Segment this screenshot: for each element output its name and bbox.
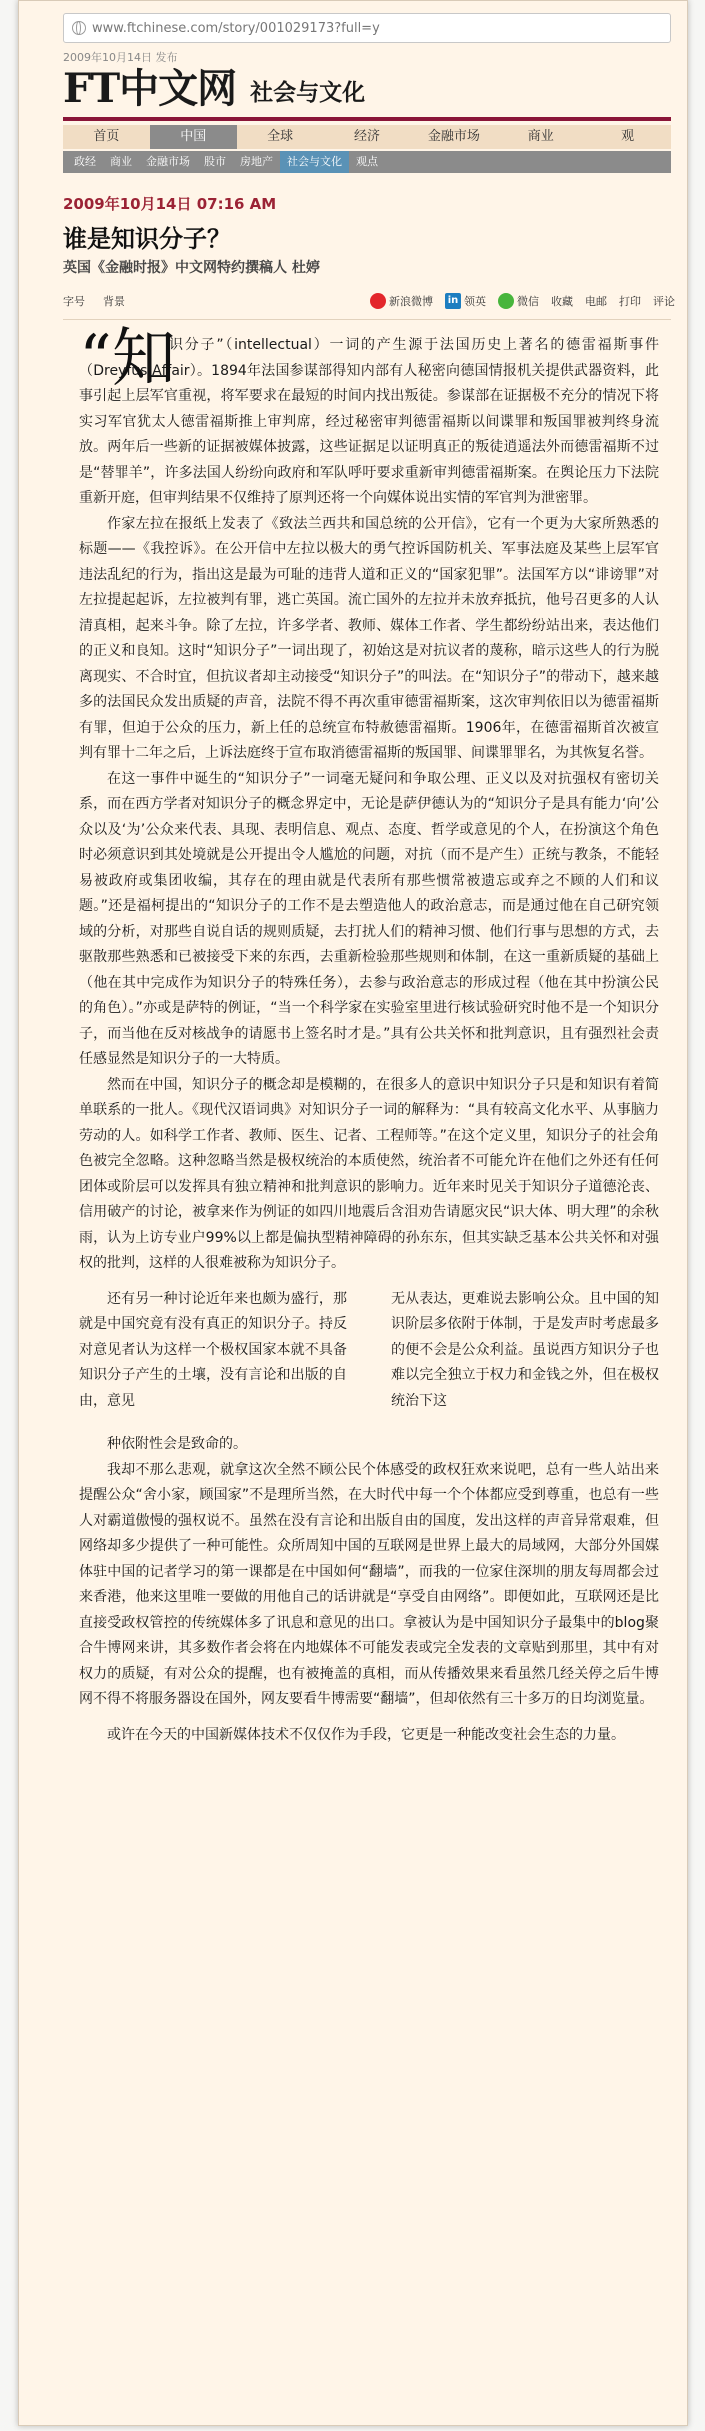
primary-nav bbox=[63, 125, 671, 149]
nav-item-home[interactable]: 首页 bbox=[93, 129, 120, 144]
publish-date: 2009年10月14日 发布 bbox=[63, 51, 178, 64]
weibo-icon bbox=[370, 293, 386, 309]
subnav-item-stocks[interactable]: 股市 bbox=[204, 155, 226, 168]
nav-item-economy[interactable]: 经济 bbox=[354, 129, 381, 144]
address-bar[interactable] bbox=[63, 13, 671, 43]
nav-item-china[interactable]: 中国 bbox=[150, 125, 237, 149]
article-toolbar bbox=[63, 289, 675, 313]
subnav-item-opinion[interactable]: 观点 bbox=[356, 155, 378, 168]
subnav-item-politics[interactable]: 政经 bbox=[74, 155, 96, 168]
comment-button[interactable]: 评论 bbox=[653, 295, 675, 308]
toolbar-divider bbox=[63, 319, 671, 320]
drop-cap: “知 bbox=[79, 322, 176, 396]
nav-item-global[interactable]: 全球 bbox=[267, 129, 294, 144]
section-title: 社会与文化 bbox=[250, 80, 366, 106]
url-text[interactable]: www.ftchinese.com/story/001029173?full=y bbox=[92, 20, 380, 36]
share-linkedin-label: 领英 bbox=[464, 295, 486, 308]
article-date: 2009年10月14日 07:16 AM bbox=[63, 195, 277, 213]
article-byline: 英国《金融时报》中文网特约撰稿人 杜婷 bbox=[63, 260, 320, 276]
share-wechat-button[interactable] bbox=[498, 293, 539, 309]
article-body bbox=[79, 321, 659, 1748]
globe-icon bbox=[72, 21, 86, 35]
nav-item-markets[interactable]: 金融市场 bbox=[427, 129, 480, 144]
logo-text: FT中文网 bbox=[63, 65, 237, 112]
linkedin-icon: in bbox=[445, 293, 461, 309]
site-logo[interactable] bbox=[63, 63, 365, 111]
background-button[interactable]: 背景 bbox=[103, 295, 125, 308]
page-frame bbox=[18, 0, 688, 2426]
subnav-item-business[interactable]: 商业 bbox=[110, 155, 132, 168]
share-weibo-button[interactable] bbox=[370, 293, 433, 309]
article-title: 谁是知识分子？ bbox=[63, 225, 231, 253]
wechat-icon bbox=[498, 293, 514, 309]
header-rule bbox=[63, 117, 671, 121]
paragraph-2: 作家左拉在报纸上发表了《致法兰西共和国总统的公开信》，它有一个更为大家所熟悉的标题——《我控诉》。在公开信中左拉以极大的勇气控诉国防机关、军事法庭及某些上层军官违法乱纪的行为，指出这是最为可耻的违背人道和正义的“国家犯罪”。法国军方以“诽谤罪”对左拉提起起诉，左拉被判有罪，逃亡英国。流亡国外的左拉并未放弃抵抗，他号召更多的人认清真相，起来斗争。除了左拉，许多学者、教师、媒体工作者、学生都纷纷站出来，表达他们的正义和良知。这时“知识分子”一词出现了，初始这是对抗议者的蔑称，暗示这些人的行为脱离现实、不合时宜，但抗议者却主动接受“知识分子”的叫法。在“知识分子”的带动下，越来越多的法国民众发出质疑的声音，法院不得不再次重审德雷福斯案，这次审判依旧以为德雷福斯有罪，但迫于公众的压力，新上任的总统宣布特赦德雷福斯。1906年，在德雷福斯首次被宣判有罪十二年之后，上诉法庭终于宣布取消德雷福斯的叛国罪、间谍罪罪名，为其恢复名誉。 bbox=[79, 515, 659, 761]
subnav-item-realestate[interactable]: 房地产 bbox=[240, 155, 273, 168]
collect-button[interactable]: 收藏 bbox=[551, 295, 573, 308]
nav-item-business[interactable]: 商业 bbox=[527, 129, 554, 144]
font-size-button[interactable]: 字号 bbox=[63, 295, 85, 308]
share-weibo-label: 新浪微博 bbox=[389, 295, 433, 308]
paragraph-4: 然而在中国，知识分子的概念却是模糊的，在很多人的意识中知识分子只是和知识有着简单联系的一批人。《现代汉语词典》对知识分子一词的解释为：“具有较高文化水平、从事脑力劳动的人。如科学工作者、教师、医生、记者、工程师等。”在这个定义里，知识分子的社会角色被完全忽略。这种忽略当然是极权统治的本质使然，统治者不可能允许在他们之外还有任何团体或阶层可以发挥具有独立精神和批判意识的影响力。近年来时见关于知识分子道德沦丧、信用破产的讨论，被拿来作为例证的如四川地震后含泪劝告请愿灾民“识大体、明大理”的余秋雨，认为上访专业户99%以上都是偏执型精神障碍的孙东东，但其实缺乏基本公共关怀和对强权的批判，这样的人很难被称为知识分子。 bbox=[79, 1076, 659, 1271]
paragraph-5-continued: 种依附性会是致命的。 bbox=[107, 1436, 247, 1452]
paragraph-6: 我却不那么悲观，就拿这次全然不顾公民个体感受的政权狂欢来说吧，总有一些人站出来提醒公众“舍小家，顾国家”不是理所当然，在大时代中每一个个体都应受到尊重，也总有一些人对霸道傲慢的强权说不。虽然在没有言论和出版自由的国度，发出这样的声音异常艰难，但网络却多少提供了一种可能性。众所周知中国的互联网是世界上最大的局域网，大部分外国媒体驻中国的记者学习的第一课都是在中国如何“翻墙”，而我的一位家住深圳的朋友每周都会过来香港，他来这里唯一要做的用他自己的话讲就是“享受自由网络”。即便如此，互联网还是比直接受政权管控的传统媒体多了讯息和意见的出口。拿被认为是中国知识分子最集中的blog聚合牛博网来讲，其多数作者会将在内地媒体不可能发表或完全发表的文章贴到那里，其中有对权力的质疑，有对公众的提醒，也有被掩盖的真相，而从传播效果来看虽然几经关停之后牛博网不得不将服务器设在国外，网友要看牛博需要“翻墙”，但却依然有三十多万的日均浏览量。 bbox=[79, 1461, 659, 1707]
paragraph-3: 在这一事件中诞生的“知识分子”一词毫无疑问和争取公理、正义以及对抗强权有密切关系，而在西方学者对知识分子的概念界定中，无论是萨伊德认为的“知识分子是具有能力‘向’公众以及‘为’公众来代表、具现、表明信息、观点、态度、哲学或意见的个人，在扮演这个角色时必须意识到其处境就是公开提出令人尴尬的问题，对抗（而不是产生）正统与教条，不能轻易被政府或集团收编，其存在的理由就是代表所有那些惯常被遗忘或弃之不顾的人们和议题。”还是福柯提出的“知识分子的工作不是去塑造他人的政治意志，而是通过他在自己研究领域的分析，对那些自说自话的规则质疑，去打扰人们的精神习惯、他们行事与思想的方式，去驱散那些熟悉和已被接受下来的东西，去重新检验那些规则和体制，在这一重新质疑的基础上（他在其中完成作为知识分子的特殊任务），去参与政治意志的形成过程（他在其中扮演公民的角色）。”亦或是萨特的例证，“当一个科学家在实验室里进行核试验研究时他不是一个知识分子，而当他在反对核战争的请愿书上签名时才是。”具有公共关怀和批判意识，且有强烈社会责任感显然是知识分子的一大特质。 bbox=[79, 770, 659, 1067]
share-wechat-label: 微信 bbox=[517, 295, 539, 308]
print-button[interactable]: 打印 bbox=[619, 295, 641, 308]
two-column-block bbox=[79, 1287, 659, 1415]
subnav-item-society[interactable]: 社会与文化 bbox=[280, 151, 349, 173]
paragraph-5-col-b: 无从表达，更难说去影响公众。且中国的知识阶层多依附于体制，于是发声时考虑最多的便不会是公众利益。虽说西方知识分子也难以完全独立于权力和金钱之外，但在极权统治下这 bbox=[391, 1290, 659, 1409]
subnav-item-markets[interactable]: 金融市场 bbox=[146, 155, 190, 168]
paragraph-1-text: 识分子”（intellectual）一词的产生源于法国历史上著名的德雷福斯事件（Dreyfus Affair）。1894年法国参谋部得知内部有人秘密向德国情报机关提供武器资料，此事引起上层军官重视，将军要求在最短的时间内找出叛徒。参谋部在证据极不充分的情况下将实习军官犹太人德雷福斯推上审判席，经过秘密审判德雷福斯以间谍罪和叛国罪被判终身流放。两年后一些新的证据被媒体披露，这些证据足以证明真正的叛徒逍遥法外而德雷福斯不过是“替罪羊”，许多法国人纷纷向政府和军队呼吁要求重新审判德雷福斯案。在舆论压力下法院重新开庭，但审判结果不仅维持了原判还将一个向媒体说出实情的军官判为泄密罪。 bbox=[79, 337, 659, 506]
share-linkedin-button[interactable] bbox=[445, 293, 486, 309]
secondary-nav bbox=[63, 151, 671, 173]
nav-item-opinion[interactable]: 观 bbox=[621, 129, 635, 144]
paragraph-7: 或许在今天的中国新媒体技术不仅仅作为手段，它更是一种能改变社会生态的力量。 bbox=[107, 1726, 625, 1743]
paragraph-5-col-a: 还有另一种讨论近年来也颇为盛行，那就是中国究竟有没有真正的知识分子。持反对意见者认为这样一个极权国家本就不具备知识分子产生的土壤，没有言论和出版的自由，意见 bbox=[79, 1290, 347, 1409]
email-button[interactable]: 电邮 bbox=[585, 295, 607, 308]
